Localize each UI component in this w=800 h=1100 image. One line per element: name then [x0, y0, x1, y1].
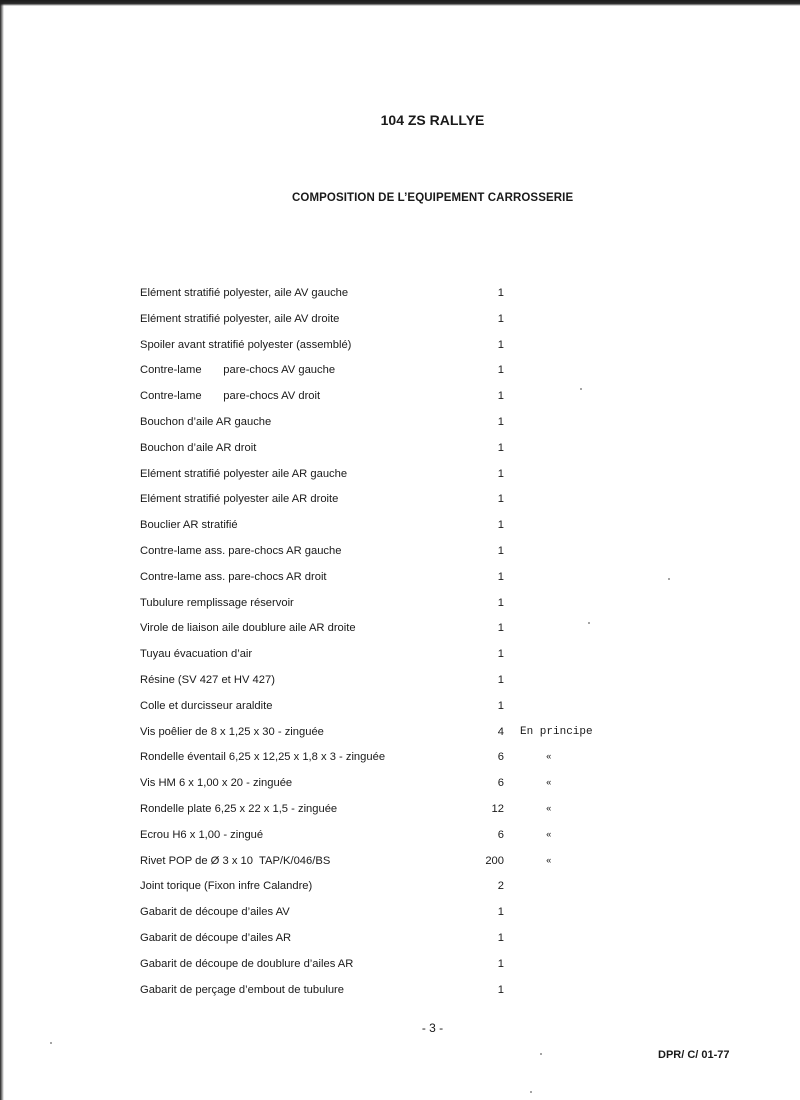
item-note: «	[546, 855, 552, 866]
item-label: Bouclier AR stratifié	[140, 519, 238, 532]
item-quantity: 1	[497, 673, 504, 686]
list-item	[140, 645, 620, 671]
item-label: Rondelle plate 6,25 x 22 x 1,5 - zinguée	[140, 802, 338, 815]
list-item	[140, 284, 620, 310]
item-quantity: 6	[497, 751, 504, 764]
item-quantity: 1	[497, 493, 504, 506]
list-item	[140, 439, 620, 465]
list-item	[140, 903, 620, 929]
item-label: Tubulure remplissage réservoir	[140, 596, 294, 609]
item-note: En principe	[520, 725, 593, 738]
item-label: Elément stratifié polyester, aile AV gauche	[140, 287, 349, 299]
item-quantity: 4	[497, 725, 504, 738]
list-item	[140, 310, 620, 336]
item-quantity: 1	[497, 570, 504, 583]
item-quantity: 1	[497, 338, 504, 351]
item-label: Bouchon d’aile AR droit	[140, 441, 257, 454]
item-label: Ecrou H6 x 1,00 - zingué	[140, 828, 264, 841]
list-item	[140, 619, 620, 645]
item-quantity: 1	[497, 931, 504, 944]
item-quantity: 1	[497, 983, 504, 996]
item-label: Contre-lame ass. pare-chocs AR gauche	[140, 544, 342, 557]
item-quantity: 1	[497, 364, 504, 377]
item-label: Spoiler avant stratifié polyester (assemblé)	[140, 338, 352, 351]
item-label: Virole de liaison aile doublure aile AR droite	[140, 622, 356, 635]
item-quantity: 1	[497, 957, 504, 970]
list-item	[140, 877, 620, 903]
list-item	[140, 671, 620, 697]
list-item	[140, 361, 620, 387]
item-quantity: 1	[497, 648, 504, 661]
item-note: «	[546, 752, 552, 763]
document-title: 104 ZS RALLYE	[380, 112, 485, 128]
list-item	[140, 387, 620, 413]
document-subtitle: COMPOSITION DE L’EQUIPEMENT CARROSSERIE	[292, 192, 574, 204]
list-item	[140, 981, 620, 1007]
list-item	[140, 465, 620, 491]
list-item	[140, 955, 620, 981]
list-item	[140, 723, 620, 749]
item-label: Vis HM 6 x 1,00 x 20 - zinguée	[140, 777, 293, 790]
list-item	[140, 594, 620, 620]
item-note: «	[546, 778, 552, 789]
list-item	[140, 929, 620, 955]
item-label: Contre-lame pare-chocs AV gauche	[140, 364, 336, 377]
item-quantity: 1	[497, 906, 504, 919]
item-quantity: 1	[497, 699, 504, 712]
scan-speck	[580, 388, 582, 390]
item-label: Gabarit de découpe de doublure d’ailes AR	[140, 957, 354, 970]
item-quantity: 1	[497, 622, 504, 635]
item-quantity: 1	[497, 467, 504, 480]
item-label: Contre-lame pare-chocs AV droit	[140, 390, 321, 403]
item-quantity: 1	[497, 390, 504, 403]
list-item	[140, 413, 620, 439]
item-quantity: 1	[497, 544, 504, 557]
scan-speck	[50, 1042, 52, 1044]
list-item	[140, 800, 620, 826]
list-item	[140, 748, 620, 774]
item-label: Elément stratifié polyester, aile AV droite	[140, 312, 340, 325]
item-quantity: 1	[497, 287, 504, 299]
list-item	[140, 697, 620, 723]
item-label: Résine (SV 427 et HV 427)	[140, 673, 275, 686]
item-quantity: 6	[497, 777, 504, 790]
scan-speck	[588, 622, 590, 624]
equipment-list	[140, 284, 620, 1006]
item-quantity: 1	[497, 312, 504, 325]
page-number: - 3 -	[421, 1021, 444, 1035]
item-label: Elément stratifié polyester aile AR gauche	[140, 467, 348, 480]
list-item	[140, 568, 620, 594]
item-note: «	[546, 829, 552, 840]
item-quantity: 1	[497, 596, 504, 609]
item-label: Colle et durcisseur araldite	[140, 699, 273, 712]
scan-speck	[530, 1091, 532, 1093]
list-item	[140, 852, 620, 878]
item-label: Gabarit de perçage d’embout de tubulure	[140, 983, 344, 996]
list-item	[140, 826, 620, 852]
item-quantity: 2	[497, 880, 504, 893]
item-quantity: 6	[497, 828, 504, 841]
list-item	[140, 336, 620, 362]
item-label: Bouchon d’aile AR gauche	[140, 415, 272, 428]
item-label: Elément stratifié polyester aile AR droite	[140, 493, 339, 506]
list-item	[140, 490, 620, 516]
item-quantity: 1	[497, 519, 504, 532]
item-label: Rivet POP de Ø 3 x 10 TAP/K/046/BS	[140, 854, 331, 867]
scan-edge-top	[0, 0, 800, 6]
scan-speck	[668, 578, 670, 580]
list-item	[140, 774, 620, 800]
list-item	[140, 542, 620, 568]
item-quantity: 12	[491, 802, 504, 815]
item-label: Joint torique (Fixon infre Calandre)	[140, 880, 313, 893]
item-label: Contre-lame ass. pare-chocs AR droit	[140, 570, 327, 583]
scan-edge-left	[0, 0, 4, 1100]
item-quantity: 200	[485, 854, 504, 867]
item-label: Gabarit de découpe d’ailes AR	[140, 931, 292, 944]
scan-speck	[540, 1053, 542, 1055]
list-item	[140, 516, 620, 542]
item-label: Gabarit de découpe d’ailes AV	[140, 906, 290, 919]
item-quantity: 1	[497, 415, 504, 428]
item-label: Rondelle éventail 6,25 x 12,25 x 1,8 x 3 - zinguée	[140, 751, 386, 764]
item-note: «	[546, 803, 552, 814]
item-label: Vis poêlier de 8 x 1,25 x 30 - zinguée	[140, 725, 324, 738]
document-reference: DPR/ C/ 01-77	[658, 1049, 730, 1061]
item-quantity: 1	[497, 441, 504, 454]
item-label: Tuyau évacuation d’air	[140, 648, 253, 661]
